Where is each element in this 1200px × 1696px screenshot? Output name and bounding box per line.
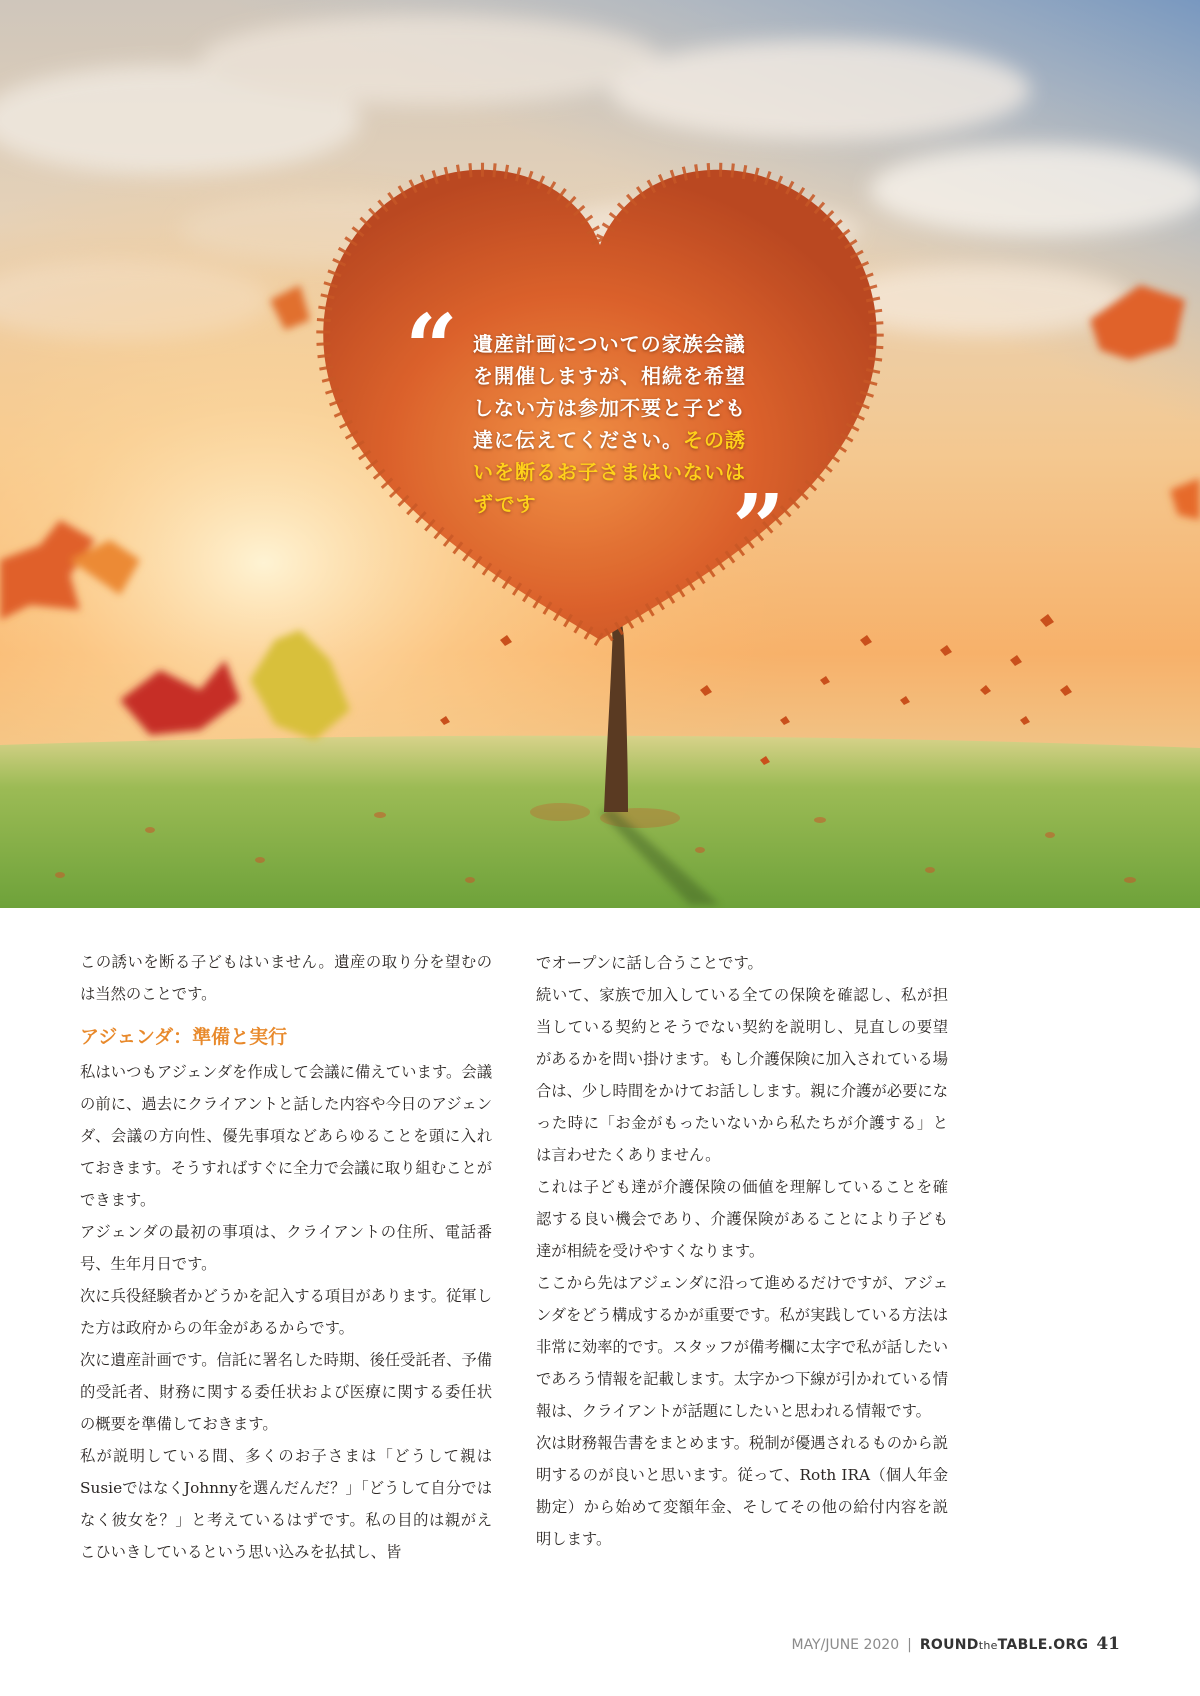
article-paragraph: この誘いを断る子どもはいません。遺産の取り分を望むのは当然のことです。	[80, 953, 492, 1003]
article-paragraph: 次に遺産計画です。信託に署名した時期、後任受託者、予備的受託者、財務に関する委任状および医療に関する委任状の概要を準備しておきます。	[80, 1351, 492, 1433]
pull-quote-body: 遺産計画についての家族会議を開催しますが、相続を希望しない方は参加不要と子ども達に伝えてください。	[473, 332, 746, 452]
section-heading: アジェンダ：準備と実行	[80, 1026, 288, 1048]
article-column-left	[80, 946, 492, 1568]
site-name	[920, 1637, 1089, 1653]
site-name-part: TABLE.ORG	[997, 1637, 1089, 1653]
article-paragraph: 私が説明している間、多くのお子さまは「どうして親はSusieではなくJohnnyを選んだんだ？」「どうして自分ではなく彼女を？」と考えているはずです。私の目的は親がえこひいきしているという思い込みを払拭し、皆	[80, 1447, 492, 1561]
pull-quote-text	[473, 328, 763, 520]
page-footer	[791, 1634, 1120, 1654]
article-paragraph: でオープンに話し合うことです。	[536, 954, 763, 972]
article-paragraph: 続いて、家族で加入している全ての保険を確認し、私が担当している契約とそうでない契約を説明し、見直しの要望があるかを問い掛けます。もし介護保険に加入されている場合は、少し時間をかけてお話しします。親に介護が必要になった時に「お金がもったいないから私たちが介護する」とは言わせたくありません。	[536, 986, 948, 1164]
open-quote-icon: “	[405, 294, 458, 402]
article-paragraph: 次は財務報告書をまとめます。税制が優遇されるものから説明するのが良いと思います。従って、Roth IRA（個人年金勘定）から始めて変額年金、そしてその他の給付内容を説明します。	[536, 1434, 948, 1548]
issue-date: MAY/JUNE 2020	[791, 1637, 900, 1653]
pull-quote-highlight: その誘いを断るお子さまはいないはずです	[473, 428, 746, 516]
article-column-right	[536, 947, 948, 1555]
site-name-part: ROUND	[919, 1637, 979, 1653]
article-paragraph: アジェンダの最初の事項は、クライアントの住所、電話番号、生年月日です。	[80, 1223, 492, 1273]
footer-separator: |	[907, 1637, 912, 1653]
article-paragraph: 次に兵役経験者かどうかを記入する項目があります。従軍した方は政府からの年金があるからです。	[80, 1287, 492, 1337]
page-number: 41	[1096, 1634, 1120, 1654]
article-paragraph: 私はいつもアジェンダを作成して会議に備えています。会議の前に、過去にクライアントと話した内容や今日のアジェンダ、会議の方向性、優先事項などあらゆることを頭に入れておきます。そうすればすぐに全力で会議に取り組むことができます。	[80, 1063, 492, 1209]
article-paragraph: ここから先はアジェンダに沿って進めるだけですが、アジェンダをどう構成するかが重要です。私が実践している方法は非常に効率的です。スタッフが備考欄に太字で私が話したいであろう情報を記載します。太字かつ下線が引かれている情報は、クライアントが話題にしたいと思われる情報です。	[536, 1274, 948, 1420]
article-paragraph: これは子ども達が介護保険の価値を理解していることを確認する良い機会であり、介護保険があることにより子ども達が相続を受けやすくなります。	[536, 1178, 948, 1260]
close-quote-icon: ”	[732, 474, 785, 582]
site-name-part: the	[978, 1639, 998, 1652]
